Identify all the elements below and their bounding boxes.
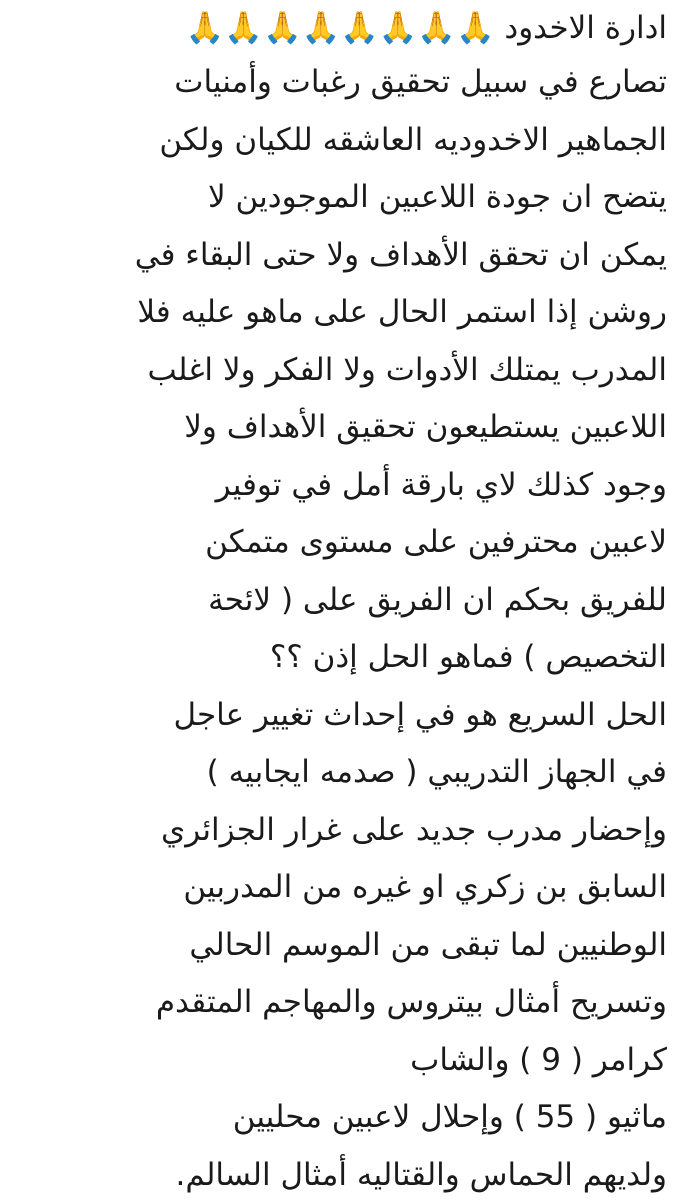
note-line-2: تصارع في سبيل تحقيق رغبات وأمنيات xyxy=(12,54,667,112)
note-line-19: كرامر ( 9 ) والشاب xyxy=(12,1032,667,1090)
note-line-6: روشن إذا استمر الحال على ماهو عليه فلا xyxy=(12,284,667,342)
note-line-14: في الجهاز التدريبي ( صدمه ايجابيه ) xyxy=(12,744,667,802)
note-line-13: الحل السريع هو في إحداث تغيير عاجل xyxy=(12,687,667,745)
note-line-10: لاعبين محترفين على مستوى متمكن xyxy=(12,514,667,572)
note-line-20: ماثيو ( 55 ) وإحلال لاعبين محليين xyxy=(12,1089,667,1147)
note-line-11: للفريق بحكم ان الفريق على ( لائحة xyxy=(12,572,667,630)
note-line-7: المدرب يمتلك الأدوات ولا الفكر ولا اغلب xyxy=(12,342,667,400)
note-line-21: ولديهم الحماس والقتاليه أمثال السالم. xyxy=(12,1147,667,1204)
note-line-16: السابق بن زكري او غيره من المدربين xyxy=(12,859,667,917)
note-line-4: يتضح ان جودة اللاعبين الموجودين لا xyxy=(12,169,667,227)
note-line-17: الوطنيين لما تبقى من الموسم الحالي xyxy=(12,917,667,975)
note-line-12: التخصيص ) فماهو الحل إذن ؟؟ xyxy=(12,629,667,687)
note-line-9: وجود كذلك لاي بارقة أمل في توفير xyxy=(12,457,667,515)
note-line-8: اللاعبين يستطيعون تحقيق الأهداف ولا xyxy=(12,399,667,457)
note-line-3: الجماهير الاخدوديه العاشقه للكيان ولكن xyxy=(12,112,667,170)
note-line-18: وتسريح أمثال بيتروس والمهاجم المتقدم xyxy=(12,974,667,1032)
note-line-5: يمكن ان تحقق الأهداف ولا حتى البقاء في xyxy=(12,227,667,285)
note-line-1: ادارة الاخدود 🙏🙏🙏🙏🙏🙏🙏🙏 xyxy=(12,2,667,54)
note-line-15: وإحضار مدرب جديد على غرار الجزائري xyxy=(12,802,667,860)
